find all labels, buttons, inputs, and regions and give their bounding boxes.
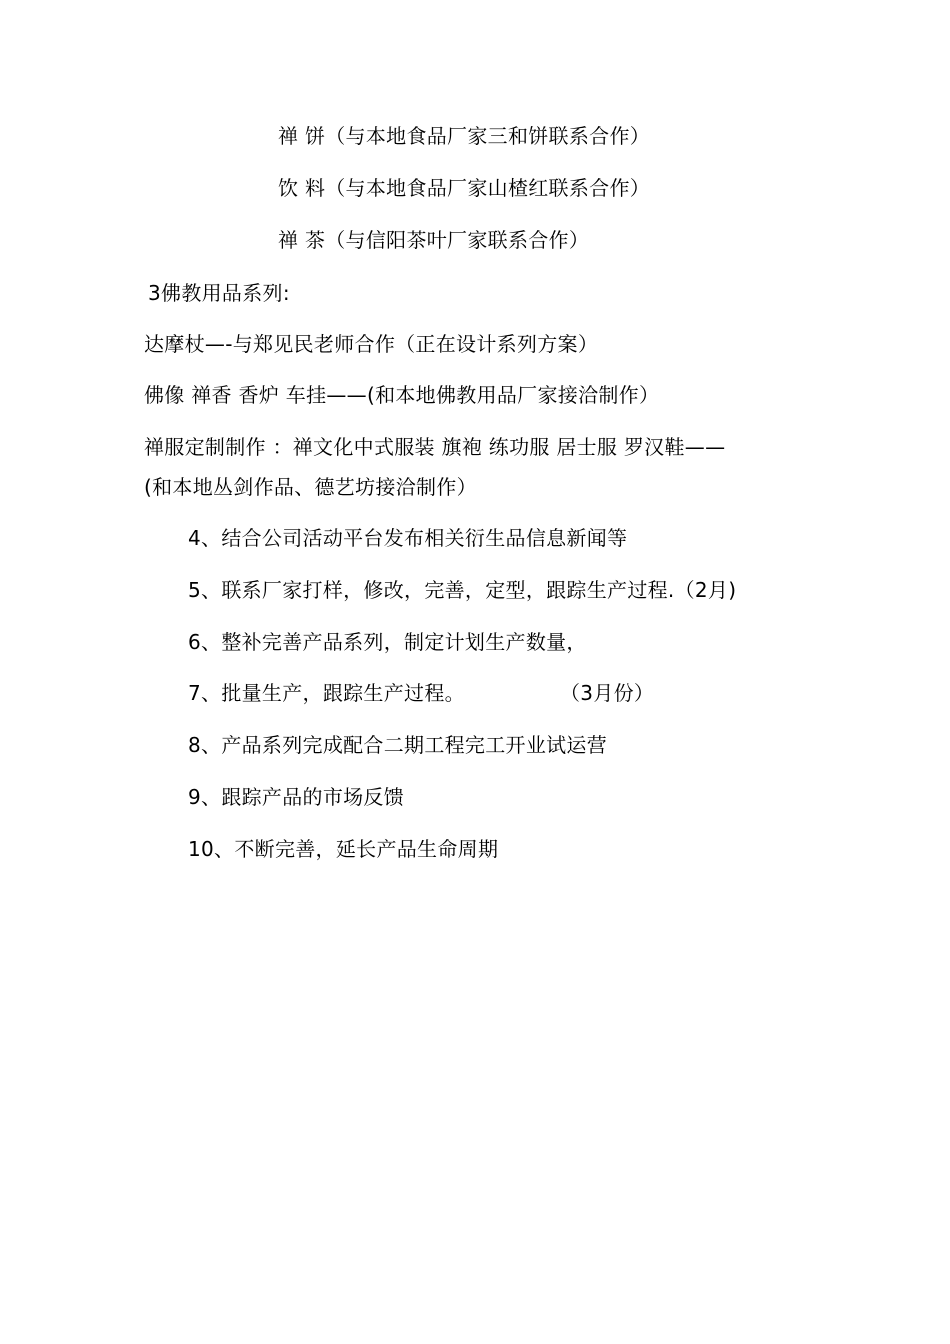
text-line-statues-incense: 佛像 禅香 香炉 车挂——(和本地佛教用品厂家接洽制作） — [144, 383, 660, 407]
text-line-chan-clothing: 禅服定制制作 ：禅文化中式服装 旗袍 练功服 居士服 罗汉鞋—— — [144, 435, 726, 459]
list-item-9: 9、跟踪产品的市场反馈 — [188, 785, 405, 809]
list-item-7-date: （3月份） — [560, 681, 655, 705]
text-line-chan-clothing-cont: (和本地丛剑作品、德艺坊接洽制作） — [144, 475, 477, 499]
list-item-5: 5、联系厂家打样，修改，完善，定型，跟踪生产过程.（2月) — [188, 578, 737, 602]
list-item-7: 7、批量生产，跟踪生产过程。 — [188, 681, 465, 705]
text-line-chan-bing: 禅 饼（与本地食品厂家三和饼联系合作） — [278, 124, 651, 148]
section-heading-buddhist-goods: 3佛教用品系列: — [148, 281, 290, 305]
list-item-6: 6、整补完善产品系列，制定计划生产数量， — [188, 630, 587, 654]
list-item-10: 10、不断完善，延长产品生命周期 — [188, 837, 499, 861]
text-line-damo-staff: 达摩杖—-与郑见民老师合作（正在设计系列方案） — [144, 332, 599, 356]
text-line-yin-liao: 饮 料（与本地食品厂家山楂红联系合作） — [278, 176, 651, 200]
text-line-chan-cha: 禅 茶（与信阳茶叶厂家联系合作） — [278, 228, 590, 252]
list-item-8: 8、产品系列完成配合二期工程完工开业试运营 — [188, 733, 608, 757]
list-item-4: 4、结合公司活动平台发布相关衍生品信息新闻等 — [188, 526, 628, 550]
